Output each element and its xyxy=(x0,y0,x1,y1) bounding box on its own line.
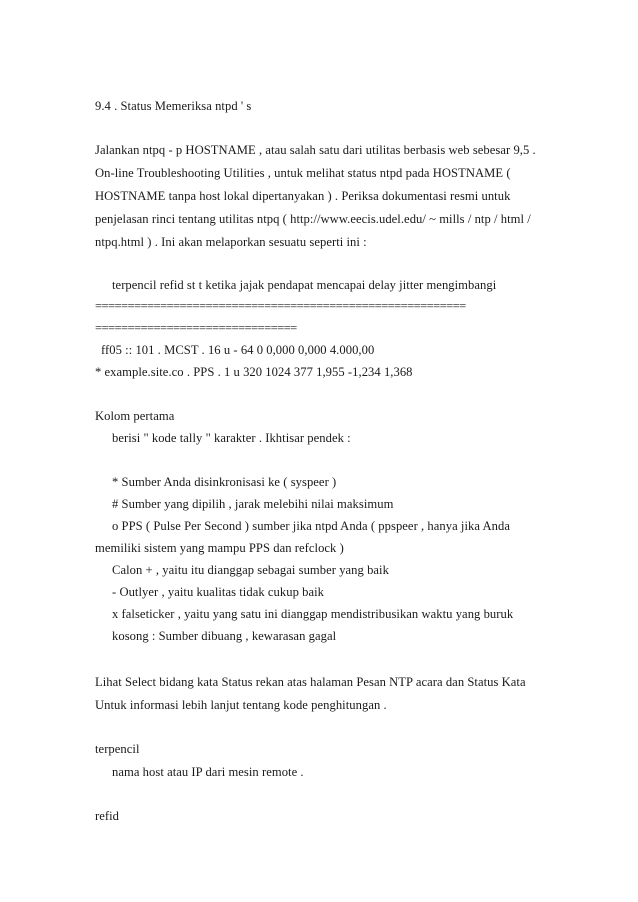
paragraph-line: Lihat Select bidang kata Status rekan atas halaman Pesan NTP acara dan Status Kata xyxy=(95,675,526,689)
refid-title: refid xyxy=(95,809,120,823)
tally-item: - Outlyer , yaitu kualitas tidak cukup baik xyxy=(112,585,324,599)
paragraph-line: Untuk informasi lebih lanjut tentang kode penghitungan . xyxy=(95,698,387,712)
section-heading: 9.4 . Status Memeriksa ntpd ' s xyxy=(95,99,252,113)
paragraph-line: penjelasan rinci tentang utilitas ntpq ( http://www.eecis.udel.edu/ ~ mills / ntp / html / xyxy=(95,212,531,226)
terpencil-title: terpencil xyxy=(95,742,140,756)
paragraph-line: Jalankan ntpq - p HOSTNAME , atau salah satu dari utilitas berbasis web sebesar 9,5 . xyxy=(95,143,536,157)
output-row: * example.site.co . PPS . 1 u 320 1024 377 1,955 -1,234 1,368 xyxy=(95,365,413,379)
tally-item: x falseticker , yaitu yang satu ini dianggap mendistribusikan waktu yang buruk xyxy=(112,607,514,621)
tally-item: Calon + , yaitu itu dianggap sebagai sumber yang baik xyxy=(112,563,389,577)
kolom-intro: berisi " kode tally " karakter . Ikhtisar pendek : xyxy=(112,431,351,445)
paragraph-line: ntpq.html ) . Ini akan melaporkan sesuatu seperti ini : xyxy=(95,235,367,249)
tally-item: * Sumber Anda disinkronisasi ke ( syspeer ) xyxy=(112,475,337,489)
tally-item: o PPS ( Pulse Per Second ) sumber jika ntpd Anda ( ppspeer , hanya jika Anda xyxy=(112,519,510,533)
output-header: terpencil refid st t ketika jajak pendapat mencapai delay jitter mengimbangi xyxy=(112,278,497,292)
tally-item: memiliki sistem yang mampu PPS dan refclock ) xyxy=(95,541,344,555)
tally-item: kosong : Sumber dibuang , kewarasan gagal xyxy=(112,629,337,643)
tally-item: # Sumber yang dipilih , jarak melebihi nilai maksimum xyxy=(112,497,394,511)
output-row: ff05 :: 101 . MCST . 16 u - 64 0 0,000 0,000 4.000,00 xyxy=(101,343,375,357)
terpencil-desc: nama host atau IP dari mesin remote . xyxy=(112,765,304,779)
kolom-title: Kolom pertama xyxy=(95,409,175,423)
output-separator: =============================== xyxy=(95,321,297,335)
paragraph-line: On-line Troubleshooting Utilities , untuk melihat status ntpd pada HOSTNAME ( xyxy=(95,166,511,180)
paragraph-line: HOSTNAME tanpa host lokal dipertanyakan ) . Periksa dokumentasi resmi untuk xyxy=(95,189,511,203)
output-separator: ========================================================= xyxy=(95,299,466,313)
